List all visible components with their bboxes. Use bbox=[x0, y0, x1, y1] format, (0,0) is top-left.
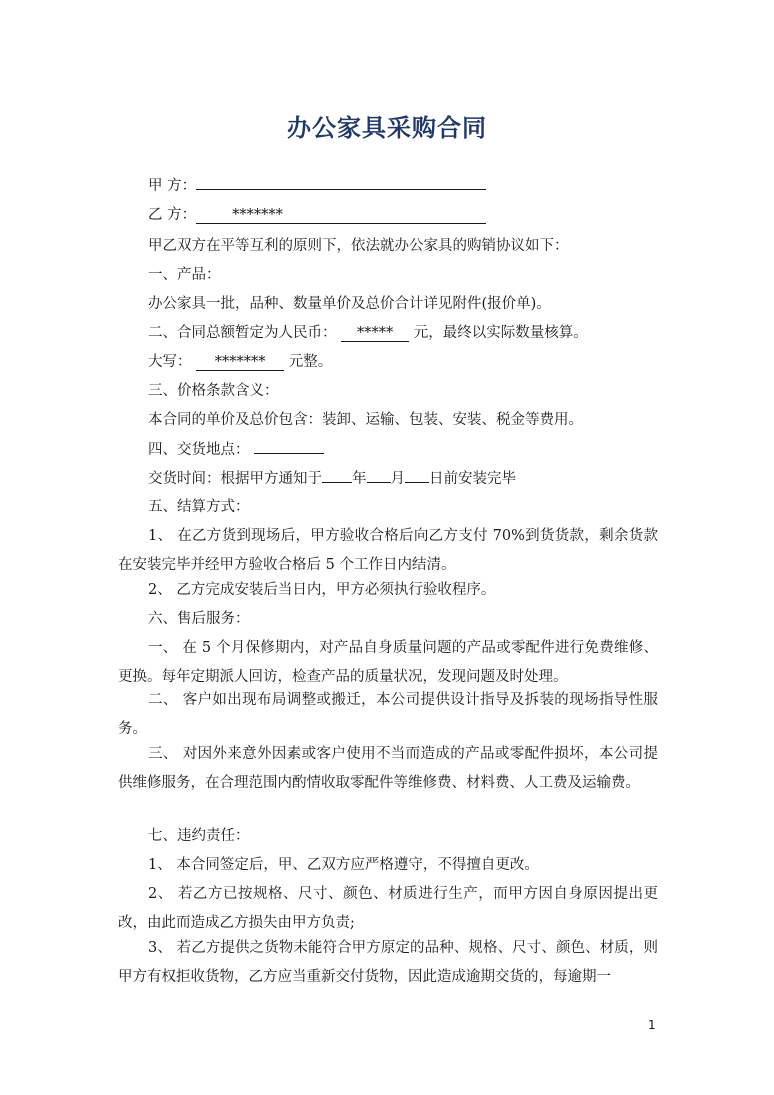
capital-amount-line bbox=[148, 352, 688, 372]
party-b-label: 乙 方： bbox=[148, 207, 197, 223]
section-5-item-1: 1、 在乙方货到现场后，甲方验收合格后向乙方支付 70%到货货款，剩余货款在安装完毕并经甲方验收合格后 5 个工作日内结清。 bbox=[118, 528, 658, 573]
section-4-heading-line bbox=[148, 439, 688, 460]
page-number: 1 bbox=[648, 1018, 656, 1032]
section-6-heading: 六、售后服务： bbox=[148, 611, 250, 627]
document-title: 办公家具采购合同 bbox=[287, 114, 487, 142]
capital-field: ******* bbox=[196, 354, 284, 371]
section-2-amount-line bbox=[148, 323, 688, 343]
section-6-item-2: 二、 客户如出现布局调整或搬迁，本公司提供设计指导及拆装的现场指导性服务。 bbox=[118, 692, 658, 737]
section-3-text: 本合同的单价及总价包含：装卸、运输、包装、安装、税金等费用。 bbox=[148, 412, 583, 428]
party-a-field bbox=[196, 189, 486, 190]
section-6-item-3: 三、 对因外来意外因素或客户使用不当而造成的产品或零配件损坏，本公司提供维修服务，在合理范围内酌情收取零配件等维修费、材料费、人工费及运输费。 bbox=[118, 746, 658, 791]
month-label: 月 bbox=[390, 471, 405, 487]
section-1-heading: 一、产品： bbox=[148, 267, 221, 283]
section-7-heading: 七、违约责任： bbox=[148, 828, 250, 844]
day-field bbox=[405, 468, 429, 483]
section-2-prefix: 二、合同总额暂定为人民币： bbox=[148, 325, 337, 341]
section-5-item-2: 2、 乙方完成安装后当日内，甲方必须执行验收程序。 bbox=[148, 582, 496, 598]
section-5-heading: 五、结算方式： bbox=[148, 499, 250, 515]
section-4-heading: 四、交货地点： bbox=[148, 442, 250, 458]
intro-text: 甲乙双方在平等互利的原则下，依法就办公家具的购销协议如下： bbox=[148, 238, 569, 254]
section-1-text: 办公家具一批，品种、数量单价及总价合计详见附件(报价单)。 bbox=[148, 296, 551, 312]
section-7-item-1: 1、 本合同签定后，甲、乙双方应严格遵守，不得擅自更改。 bbox=[148, 857, 539, 873]
month-field bbox=[367, 468, 391, 483]
delivery-time-suffix: 日前安装完毕 bbox=[429, 471, 516, 487]
delivery-time-line bbox=[148, 468, 688, 489]
amount-field: ***** bbox=[341, 325, 409, 342]
year-label: 年 bbox=[352, 471, 367, 487]
section-7-item-3: 3、 若乙方提供之货物未能符合甲方原定的品种、规格、尺寸、颜色、材质，则甲方有权拒收货物，乙方应当重新交付货物，因此造成逾期交货的，每逾期一 bbox=[118, 940, 658, 985]
party-b-value: ******* bbox=[232, 207, 283, 223]
section-6-item-1: 一、 在 5 个月保修期内，对产品自身质量问题的产品或零配件进行免费维修、更换。每年定期派人回访，检查产品的质量状况，发现问题及时处理。 bbox=[118, 640, 658, 685]
party-b-line bbox=[148, 205, 688, 225]
party-a-line bbox=[148, 176, 688, 196]
year-field bbox=[322, 468, 352, 483]
party-b-field bbox=[196, 207, 486, 224]
section-2-suffix: 元，最终以实际数量核算。 bbox=[413, 325, 588, 341]
section-7-item-2: 2、 若乙方已按规格、尺寸、颜色、材质进行生产，而甲方因自身原因提出更改，由此而造成乙方损失由甲方负责; bbox=[118, 886, 658, 931]
party-a-label: 甲 方： bbox=[148, 178, 197, 194]
capital-label: 大写： bbox=[148, 354, 192, 370]
delivery-time-prefix: 交货时间：根据甲方通知于 bbox=[148, 471, 322, 487]
delivery-location-field bbox=[254, 439, 324, 454]
capital-suffix: 元整。 bbox=[288, 354, 333, 370]
section-3-heading: 三、价格条款含义： bbox=[148, 383, 279, 399]
